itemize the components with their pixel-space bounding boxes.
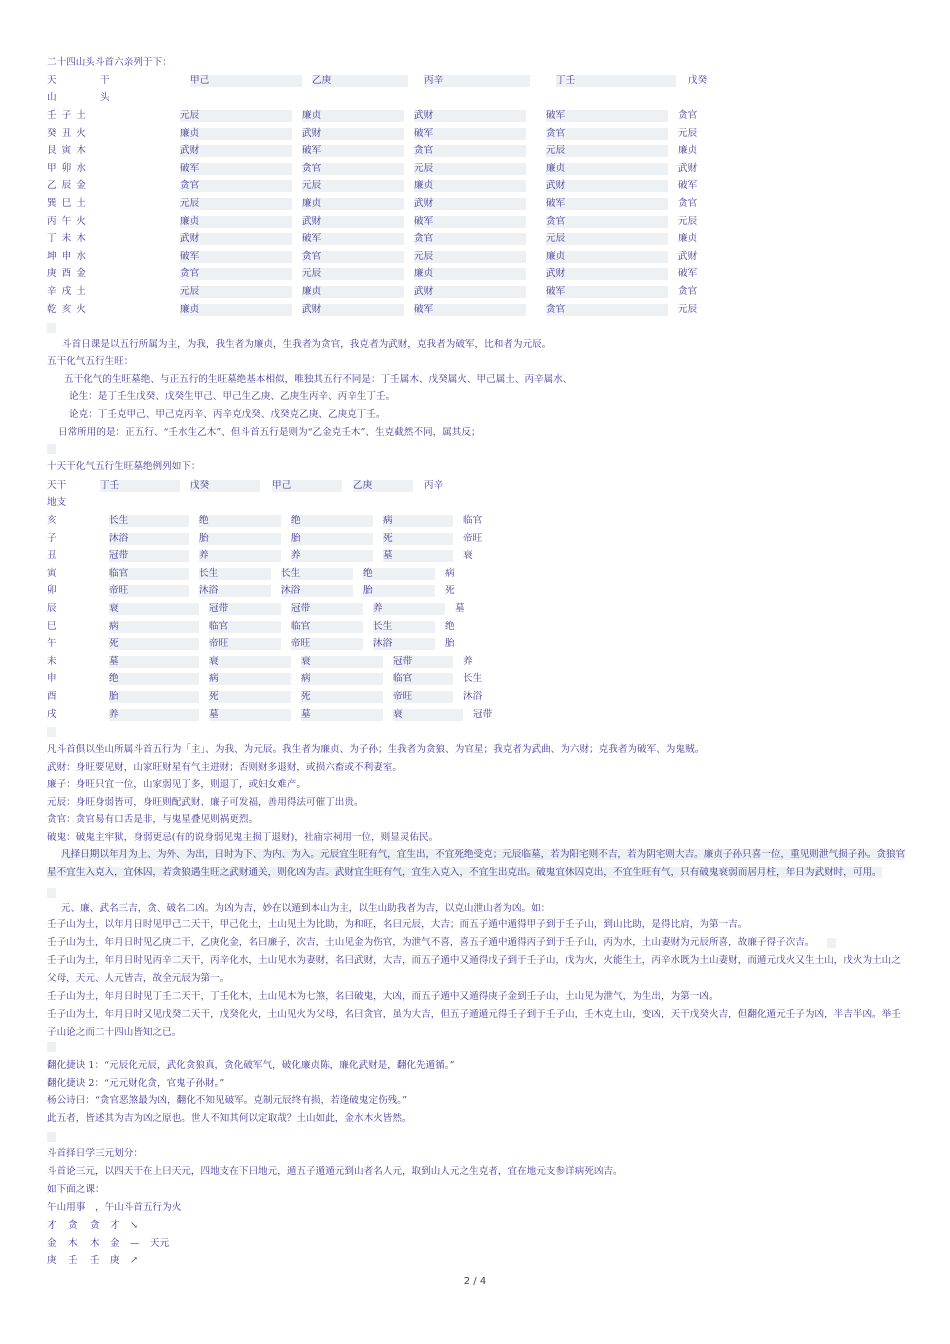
dizhi-label: 申 [47, 673, 57, 685]
row-cell: 贪官 [414, 233, 526, 245]
dizhi-cell: 帝旺 [393, 691, 453, 703]
sanyuan-grid-cell: ↘ [130, 1220, 139, 1231]
row-cell: 贪官 [414, 145, 526, 157]
row-label: 乙 辰 金 [47, 180, 87, 192]
dizhi-cell: 临官 [393, 673, 453, 685]
row-cell: 元辰 [180, 110, 292, 122]
explain-line: 贪官：贪官易有口舌是非，与鬼星叠见则祸更烈。 [47, 814, 259, 826]
row-cell: 贪官 [180, 268, 292, 280]
row-cell: 廉贞 [414, 268, 526, 280]
row-label: 庚 酉 金 [47, 268, 87, 280]
row-label: 甲 卯 水 [47, 162, 87, 174]
dizhi-cell: 长生 [463, 673, 483, 685]
dizhi-cell: 胎 [199, 533, 281, 545]
sanyuan-line: 如下面之课： [47, 1184, 105, 1195]
row-cell: 元辰 [180, 286, 292, 298]
sanyuan-line: 午山用事 ，午山斗首五行为火 [47, 1202, 182, 1213]
dizhi-cell: 临官 [109, 568, 189, 580]
dizhi-label: 午 [47, 638, 57, 650]
sanyuan-grid-cell: 庚 [110, 1255, 120, 1267]
row-cell: 廉贞 [302, 110, 404, 122]
dizhi-cell: 病 [301, 673, 383, 685]
section2-header-cell: 甲己 [272, 480, 342, 492]
shade-marker [47, 888, 56, 898]
wuhua-line: 论生：是丁壬生戊癸、戊癸生甲己、甲己生乙庚、乙庚生丙辛、丙辛生丁壬。 [69, 391, 396, 402]
section1-header-cell: 天 [47, 75, 57, 86]
row-cell: 廉贞 [546, 163, 668, 175]
dizhi-label: 辰 [47, 603, 57, 614]
section1-header-cell: 乙庚 [312, 75, 408, 87]
wuhua-line: 论克：丁壬克甲己、甲己克丙辛、丙辛克戊癸、戊癸克乙庚、乙庚克丁壬。 [69, 409, 386, 420]
paragraph-1: 凡择日期以年月为上、为外、为出，日时为下、为内、为入。元辰宜生旺有气，宜生出，不宜死绝受克；元辰临墓，若为阳宅则不吉，若为阴宅则大吉。廉贞子孙只喜一位，重见则泄气损子孙。贪狼官星不宜生入克入，宜休囚，若贪狼遇生旺之武财通关，则化凶为吉。武财宜生旺有气，宜生入克入，不宜生出克出。破鬼宜休囚克出，不宜生旺有气，只有破鬼衰弱而居月柱，年日为武财时，可用。 [47, 849, 906, 878]
row-label: 癸 丑 火 [47, 127, 87, 139]
row-cell: 破军 [546, 198, 668, 210]
dizhi-cell: 墓 [109, 656, 199, 668]
section2-title: 十天干化气五行生旺墓绝例列如下： [47, 461, 201, 472]
dizhi-cell: 衰 [301, 656, 383, 668]
explain-line: 元辰：身旺身弱皆可，身旺则配武财、廉子可发福，善用得法可催丁出贵。 [47, 796, 364, 808]
dizhi-cell: 衰 [463, 550, 473, 562]
shade-marker [47, 323, 56, 333]
row-cell: 破军 [414, 216, 526, 228]
dizhi-cell: 沐浴 [281, 585, 353, 597]
row-cell: 贪官 [180, 180, 292, 192]
row-cell: 贪官 [678, 110, 698, 121]
row-cell: 元辰 [302, 268, 404, 280]
sanyuan-grid-cell: 才 [110, 1220, 120, 1231]
dizhi-label: 戌 [47, 708, 57, 720]
row-cell: 武财 [302, 128, 404, 140]
section1-header-cell: 丁壬 [556, 75, 676, 87]
row-cell: 元辰 [414, 163, 526, 175]
sanyuan-grid-cell: 庚 [47, 1255, 57, 1267]
section1-header-cell: 甲己 [190, 75, 302, 87]
example-line: 壬子山为土，年月日时见丙辛二天干，丙辛化水，土山见水为妻财，名曰武财，大吉，而五子遁中又遁得戊子到于壬子山，戊为火，火能生土，丙辛水既为土山妻财，而遁元戊火又生土山，戊火为土山之父母，天元、人元皆吉，故全元辰为第一。 [47, 955, 901, 984]
dizhi-cell: 病 [109, 621, 199, 633]
row-label: 辛 戌 土 [47, 286, 87, 297]
row-cell: 廉贞 [678, 145, 698, 157]
row-label: 壬 子 土 [47, 110, 87, 121]
dizhi-cell: 沐浴 [109, 533, 189, 545]
dizhi-cell: 绝 [109, 673, 199, 685]
dizhi-cell: 冠带 [291, 603, 363, 615]
section1-header-cell: 丙辛 [424, 75, 530, 87]
dizhi-cell: 养 [373, 603, 445, 615]
row-cell: 武财 [546, 180, 668, 192]
row-cell: 元辰 [678, 215, 698, 227]
paragraph-2-head: 元、廉、武名三吉，贪、破名二凶。为凶为吉，妙在以遁到本山为主，以生山助我者为吉，以克山泄山者为凶。如： [61, 903, 551, 914]
sanyuan-grid-cell: 金 [47, 1237, 57, 1249]
row-cell: 武财 [302, 216, 404, 228]
dizhi-label: 亥 [47, 515, 57, 526]
dizhi-label: 子 [47, 532, 57, 544]
section1-header-cell: 头 [100, 92, 110, 103]
row-cell: 武财 [678, 250, 698, 262]
section2-header-cell: 天干 [47, 480, 67, 491]
row-cell: 破军 [414, 128, 526, 140]
dizhi-cell: 沐浴 [463, 691, 483, 702]
shade-marker [47, 444, 56, 454]
row-cell: 武财 [180, 145, 292, 157]
sanyuan-grid-cell: 才 [47, 1220, 57, 1231]
row-cell: 贪官 [546, 216, 668, 228]
row-label: 巽 巳 土 [47, 198, 87, 209]
shade-marker [47, 1042, 56, 1052]
dizhi-cell: 病 [383, 515, 453, 527]
wuhua-line: 五干化气的生旺墓绝、与正五行的生旺墓绝基本相似，唯独其五行不同是：丁壬属木、戊癸属火、甲己属土、丙辛属水、 [64, 374, 573, 385]
explain-line: 廉子：身旺只宜一位，山家弱见丁多，则退丁，或妇女难产。 [47, 779, 307, 791]
note1: 斗首日课是以五行所属为主，为我，我生者为廉贞，生我者为贪官，我克者为武财，克我者为破军，比和者为元辰。 [62, 339, 552, 350]
dizhi-cell: 墓 [301, 709, 383, 721]
dizhi-cell: 衰 [209, 656, 291, 668]
row-cell: 元辰 [414, 251, 526, 263]
fanhua-line: 翻化捷诀 2：“元元财化贪，官鬼子孙財。” [47, 1077, 225, 1089]
example-line: 壬子山为土，年月日时见乙庚二干，乙庚化金，名曰廉子，次吉，土山见金为伤官，为泄气不喜，喜五子遁中遁得丙子到于壬子山，丙为水，土山妻财为元辰所喜，故廉子得子次吉。 [47, 934, 907, 952]
row-cell: 破军 [302, 233, 404, 245]
dizhi-label: 巳 [47, 620, 57, 632]
sanyuan-grid-cell: 天元 [150, 1237, 170, 1249]
row-cell: 破军 [546, 286, 668, 298]
dizhi-cell: 胎 [291, 533, 373, 545]
dizhi-cell: 冠带 [209, 603, 281, 615]
section1-header-cell: 干 [100, 75, 110, 86]
dizhi-cell: 临官 [291, 621, 363, 633]
dizhi-cell: 病 [209, 673, 291, 685]
dizhi-cell: 帝旺 [209, 638, 281, 650]
dizhi-cell: 衰 [393, 709, 463, 721]
dizhi-cell: 养 [199, 550, 281, 562]
dizhi-cell: 临官 [209, 621, 281, 633]
explain-line: 武财：身旺要见财，山家旺财星有气主进财；否则财多退财，或损六畜或不利妻室。 [47, 761, 402, 773]
row-cell: 武财 [302, 304, 404, 316]
row-cell: 贪官 [678, 198, 698, 209]
row-label: 乾 亥 火 [47, 303, 87, 315]
dizhi-cell: 长生 [373, 621, 435, 633]
row-cell: 破军 [678, 180, 698, 192]
dizhi-cell: 长生 [199, 568, 271, 580]
sanyuan-grid-cell: 金 [110, 1237, 120, 1249]
sanyuan-grid-cell: — [130, 1237, 140, 1249]
example-line: 壬子山为土，年月日时见丁壬二天干，丁壬化木，土山见木为七煞，名曰破鬼，大凶，而五子遁中又遁得庚子金到壬子山，土山见为泄气，为生出，为第一凶。 [47, 991, 719, 1002]
dizhi-cell: 沐浴 [373, 638, 435, 650]
dizhi-label: 丑 [47, 550, 57, 562]
page-number: 2 / 4 [463, 1276, 487, 1287]
sanyuan-line: 斗首论三元，以四天干在上曰天元，四地支在下曰地元，遁五子遁遁元到山者名人元，取到山人元之生克者，宜在地元支参详病死凶吉。 [47, 1166, 623, 1177]
dizhi-cell: 冠带 [393, 656, 453, 668]
dizhi-cell: 冠带 [109, 550, 189, 562]
row-cell: 元辰 [302, 180, 404, 192]
fanhua-line: 杨公诗曰：“贪官恶煞最为凶，翻化不知见破军。克制元辰终有损，若逢破鬼定伤残。” [47, 1095, 407, 1107]
row-cell: 元辰 [678, 303, 698, 315]
examples [47, 916, 907, 1042]
dizhi-cell: 绝 [445, 620, 455, 632]
row-label: 艮 寅 木 [47, 145, 87, 157]
row-cell: 破军 [414, 304, 526, 316]
dizhi-cell: 死 [109, 638, 199, 650]
row-cell: 武财 [414, 198, 526, 210]
section2-header-cell: 丁壬 [100, 480, 180, 492]
dizhi-cell: 死 [301, 691, 383, 703]
row-label: 丙 午 火 [47, 215, 87, 227]
dizhi-cell: 绝 [363, 568, 435, 580]
row-cell: 贪官 [546, 128, 668, 140]
dizhi-cell: 胎 [445, 638, 455, 650]
row-cell: 廉贞 [180, 304, 292, 316]
dizhi-cell: 帝旺 [463, 532, 483, 544]
dizhi-cell: 长生 [109, 515, 189, 527]
row-cell: 元辰 [180, 198, 292, 210]
sanyuan-grid-cell: 壬 [90, 1255, 100, 1267]
shade-marker [47, 1132, 56, 1142]
dizhi-cell: 养 [463, 655, 473, 667]
dizhi-cell: 死 [383, 533, 453, 545]
section2-header-cell: 丙辛 [424, 480, 444, 491]
explain-line: 破鬼：破鬼主牢狱，身弱更忌(有的说身弱见鬼主损丁退财)，社庙宗祠用一位，则显灵佑民。 [47, 832, 439, 843]
dizhi-cell: 死 [445, 585, 455, 597]
dizhi-cell: 病 [445, 567, 455, 579]
row-label: 丁 未 木 [47, 233, 87, 245]
row-cell: 廉贞 [180, 128, 292, 140]
dizhi-label: 卯 [47, 585, 57, 597]
shade-marker [47, 727, 56, 737]
dizhi-cell: 临官 [463, 515, 483, 526]
dizhi-cell: 沐浴 [199, 585, 271, 597]
example-line: 壬子山为土，以年月日时见甲己二天干，甲己化土，土山见土为比助，为和旺，名曰元辰，大吉；而五子遁中遁得甲子到于壬子山，到山比助，是得比肩，为第一吉。 [47, 919, 748, 930]
row-cell: 破军 [678, 268, 698, 280]
row-cell: 破军 [180, 163, 292, 175]
sanyuan-grid-cell: 壬 [68, 1255, 78, 1267]
row-cell: 廉贞 [180, 216, 292, 228]
dizhi-cell: 胎 [363, 585, 435, 597]
row-cell: 贪官 [302, 163, 404, 175]
dizhi-cell: 绝 [199, 515, 281, 527]
row-cell: 贪官 [302, 251, 404, 263]
dizhi-cell: 养 [109, 709, 199, 721]
row-cell: 廉贞 [414, 180, 526, 192]
dizhi-cell: 衰 [109, 603, 199, 615]
row-cell: 武财 [414, 286, 526, 298]
row-cell: 元辰 [546, 145, 668, 157]
example-line: 壬子山为土，年月日时又见戊癸二天干，戊癸化火，土山见火为父母，名曰贪官，虽为大吉，但五子遁遁元得壬子到于壬子山，壬木克土山，变凶，天干戊癸火吉，但翻化遁元壬子为凶，半吉半凶。举壬子山论之而二十四山皆知之已。 [47, 1009, 901, 1038]
dizhi-cell: 墓 [383, 550, 453, 562]
dizhi-label: 寅 [47, 567, 57, 579]
row-cell: 元辰 [678, 127, 698, 139]
sanyuan-grid-cell: 贪 [90, 1220, 100, 1231]
section1-header-cell: 山 [47, 92, 57, 103]
row-cell: 武财 [546, 268, 668, 280]
row-cell: 武财 [414, 110, 526, 122]
sanyuan-grid-cell: 木 [68, 1237, 78, 1249]
sanyuan-grid-cell: ↗ [130, 1255, 139, 1267]
fanhua-line: 翻化捷诀 1：“元辰化元辰，武化贪狼真，贪化破军气，破化廉贞陈，廉化武财是，翻化先遁循。” [47, 1060, 455, 1071]
dizhi-cell: 冠带 [473, 708, 493, 720]
dizhi-cell: 绝 [291, 515, 373, 527]
section1-header-cell: 戊癸 [688, 75, 708, 86]
section2-header-cell: 乙庚 [353, 480, 413, 492]
row-cell: 破军 [546, 110, 668, 122]
dizhi-cell: 墓 [455, 603, 465, 614]
dizhi-cell: 墓 [209, 709, 291, 721]
row-cell: 武财 [678, 162, 698, 174]
fanhua-line: 此五者，皆述其为吉为凶之原也。世人不知其何以定取哉？土山如此，金水木火皆然。 [47, 1112, 412, 1124]
row-label: 坤 申 水 [47, 250, 87, 262]
row-cell: 武财 [180, 233, 292, 245]
row-cell: 贪官 [678, 286, 698, 297]
row-cell: 贪官 [546, 304, 668, 316]
dizhi-cell: 养 [291, 550, 373, 562]
dizhi-cell: 长生 [281, 568, 353, 580]
row-cell: 破军 [180, 251, 292, 263]
dizhi-cell: 胎 [109, 691, 199, 703]
dizhi-label: 酉 [47, 691, 57, 702]
dizhi-cell: 死 [209, 691, 291, 703]
row-cell: 廉贞 [678, 233, 698, 245]
wuhua-line: 日常所用的是：正五行、“壬水生乙木”、但斗首五行是则为“乙金克壬木”、生克截然不同，属其反； [58, 427, 481, 438]
row-cell: 廉贞 [302, 198, 404, 210]
section2-header-dizhi: 地支 [47, 497, 67, 508]
dizhi-cell: 帝旺 [109, 585, 189, 597]
row-cell: 破军 [302, 145, 404, 157]
sanyuan-title: 斗首择日学三元划分： [47, 1148, 143, 1159]
wuhua-title: 五干化气五行生旺： [47, 356, 134, 367]
section2-header-cell: 戊癸 [190, 480, 260, 492]
row-cell: 廉贞 [546, 251, 668, 263]
row-cell: 元辰 [546, 233, 668, 245]
sanyuan-grid-cell: 木 [90, 1237, 100, 1249]
dizhi-cell: 帝旺 [291, 638, 363, 650]
row-cell: 廉贞 [302, 286, 404, 298]
explain-line: 凡斗首俱以坐山所属斗首五行为「主」、为我、为元辰。我生者为廉贞、为子孙；生我者为贪狼、为官星；我克者为武曲、为六财；克我者为破军、为鬼贼。 [47, 744, 705, 755]
sanyuan-grid-cell: 贪 [68, 1220, 78, 1231]
dizhi-label: 未 [47, 655, 57, 667]
section1-title: 二十四山头斗首六亲列于下： [47, 57, 172, 68]
